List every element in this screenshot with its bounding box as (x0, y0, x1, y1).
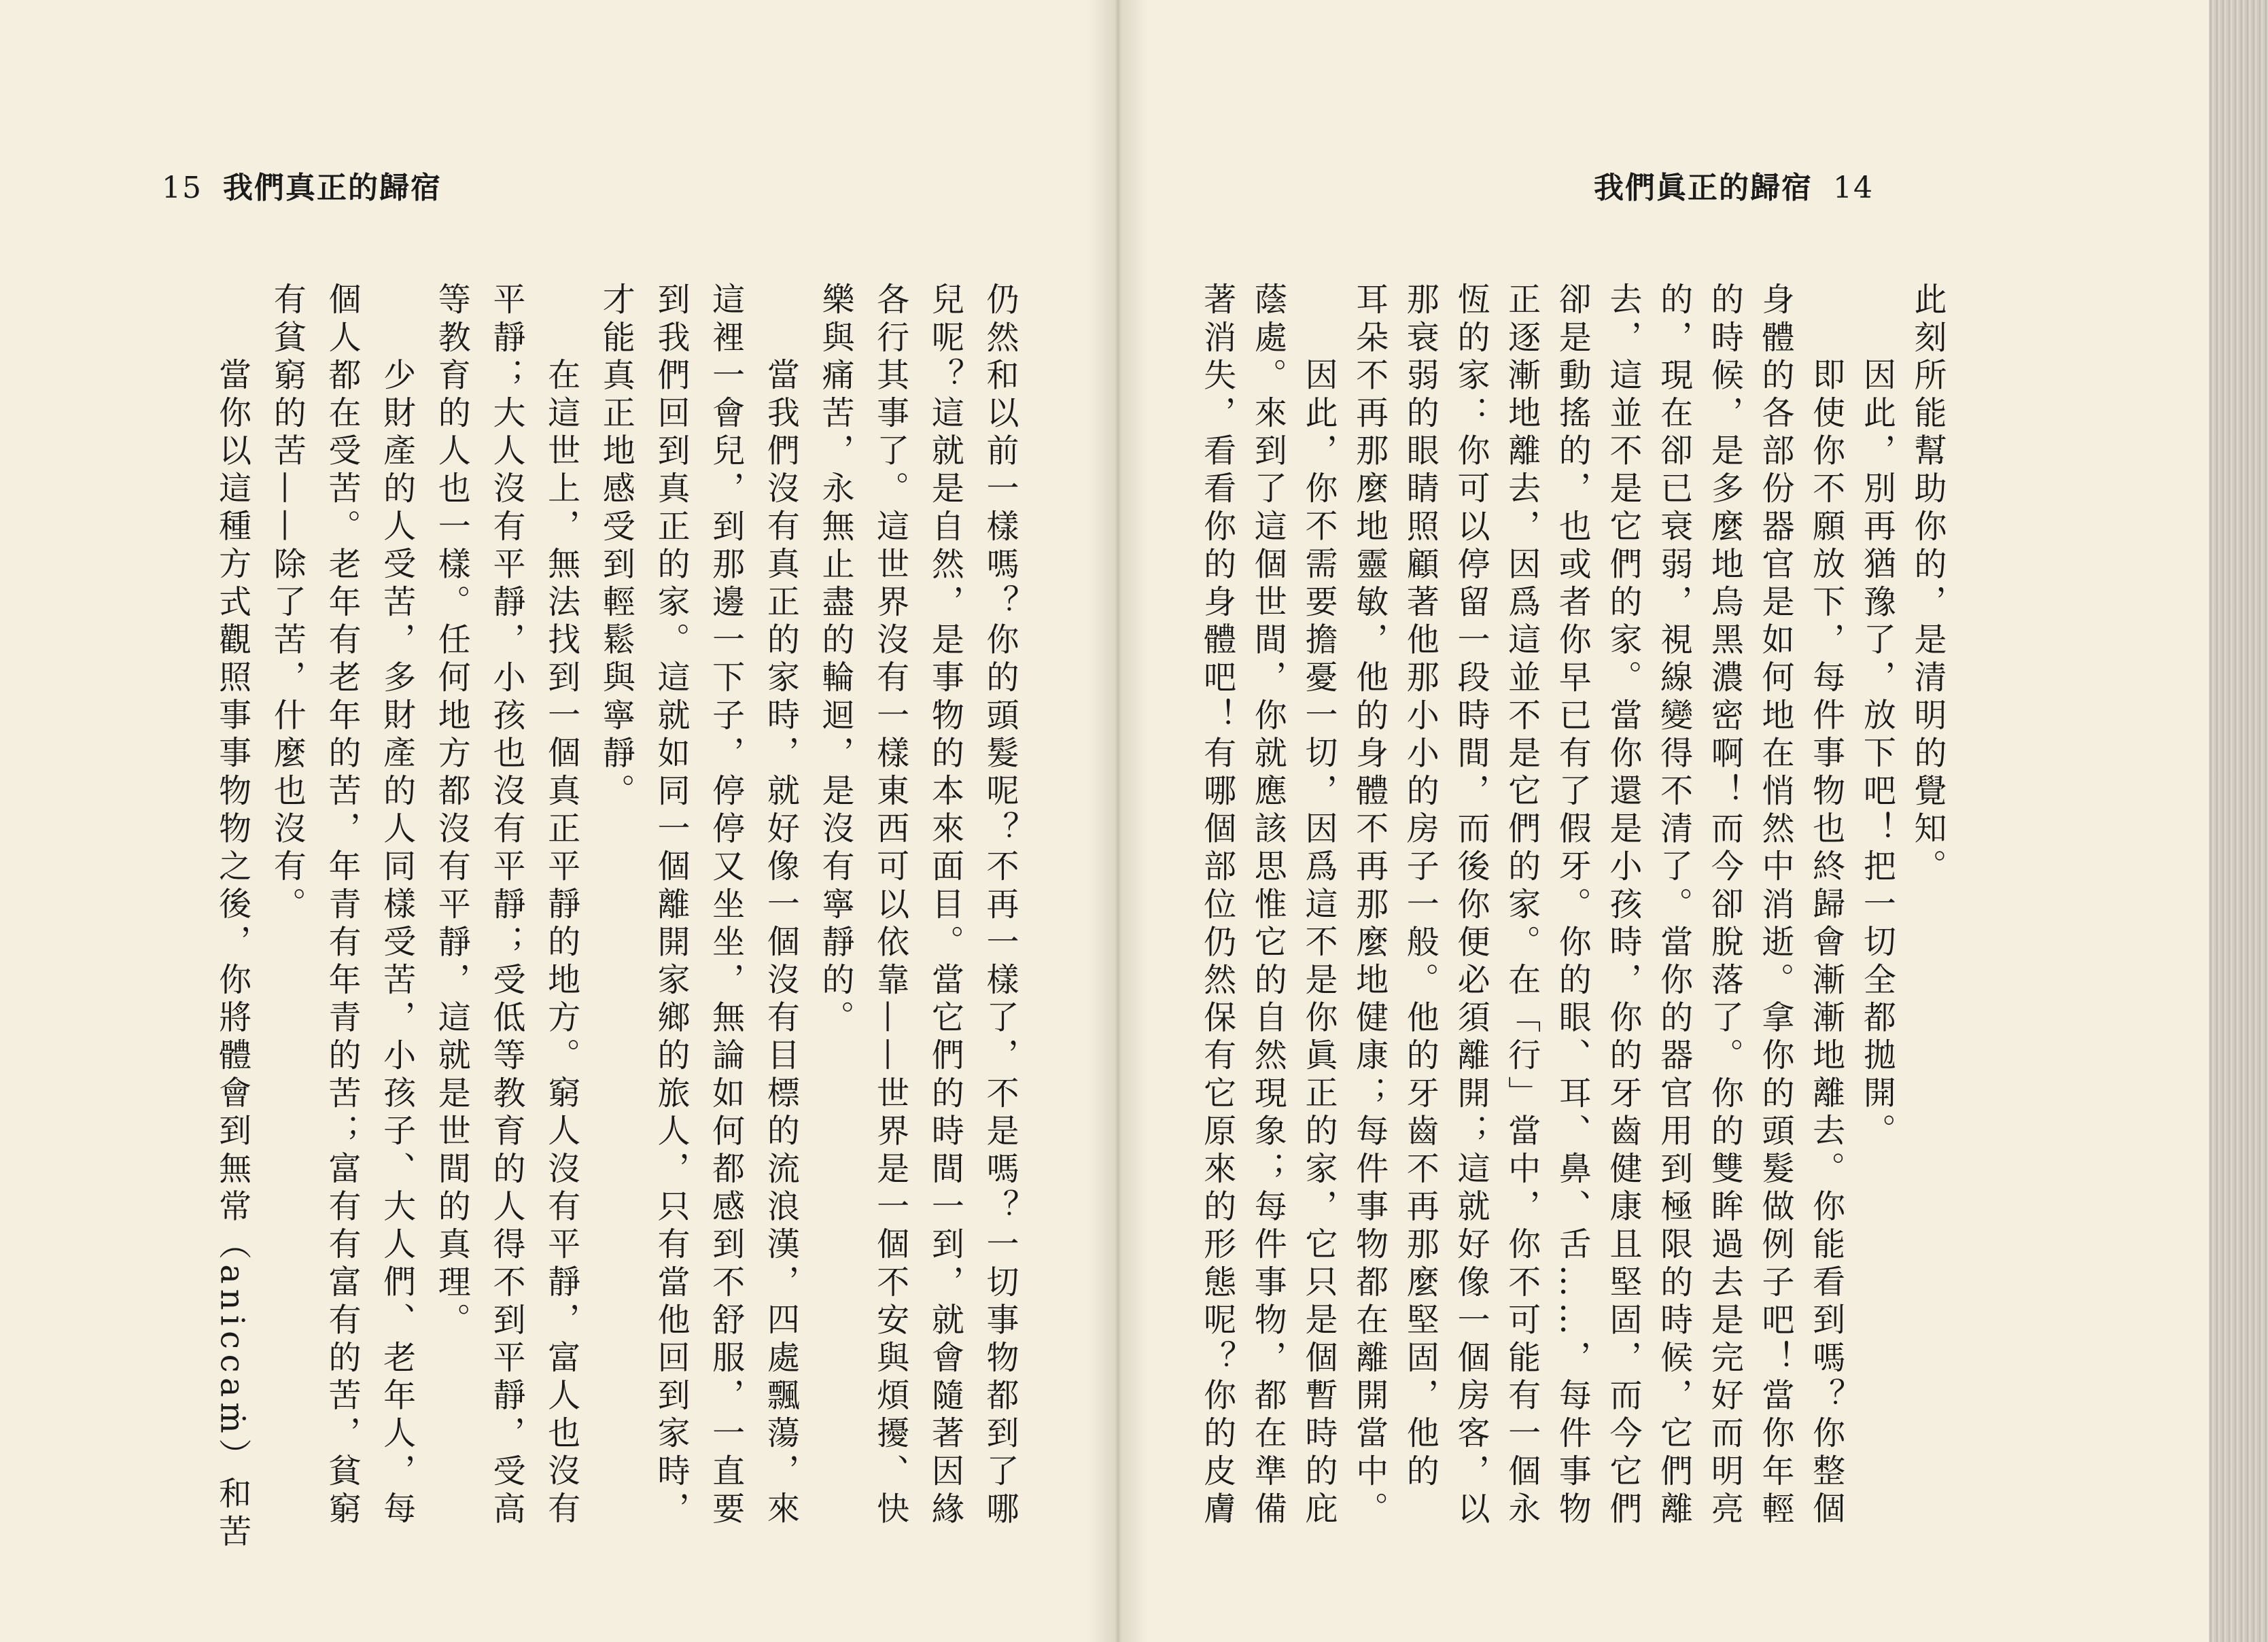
text-column: 到我們回到真正的家。這就如同一個離開家鄉的旅人，只有當他回到家時， (651, 282, 690, 1529)
text-column: 恆的家：你可以停留一段時間，而後你便必須離開；這就好像一個房客，以 (1451, 282, 1490, 1529)
text-column: 的，現在卻已衰弱，視線變得不清了。當你的器官用到極限的時候，它們離 (1654, 282, 1693, 1529)
right-page-number: 14 (1833, 171, 1874, 205)
text-column: 平靜；大人沒有平靜，小孩也沒有平靜；受低等教育的人得不到平靜，受高 (487, 282, 525, 1529)
text-column: 的時候，是多麼地烏黑濃密啊！而今卻脫落了。你的雙眸過去是完好而明亮 (1705, 282, 1744, 1529)
text-column: 因此，你不需要擔憂一切，因爲這不是你眞正的家，它只是個暫時的庇 (1299, 357, 1338, 1529)
text-column: 耳朵不再那麼地靈敏，他的身體不再那麼地健康；每件事物都在離開當中。 (1350, 282, 1389, 1529)
page-edges (2209, 0, 2268, 1642)
text-column: 身體的各部份器官是如何地在悄然中消逝。拿你的頭髮做例子吧！當你年輕 (1756, 282, 1794, 1529)
text-column: 這裡一會兒，到那邊一下子，停停又坐坐，無論如何都感到不舒服，一直要 (706, 282, 745, 1529)
text-column: 才能真正地感受到輕鬆與寧靜。 (597, 282, 635, 811)
text-column: 少財產的人受苦，多財產的人同樣受苦，小孩子、大人們、老年人，每 (377, 357, 416, 1529)
text-column: 各行其事了。這世界沒有一樣東西可以依靠——世界是一個不安與煩擾、快 (871, 282, 909, 1529)
left-running-head (162, 163, 442, 207)
text-column: 仍然和以前一樣嗎？你的頭髮呢？不再一樣了，不是嗎？一切事物都到了哪 (981, 282, 1019, 1529)
text-column: 當我們沒有真正的家時，就好像一個沒有目標的流浪漢，四處飄蕩，來 (761, 357, 800, 1529)
book-gutter (1087, 0, 1149, 1642)
left-text-block (207, 282, 1030, 1573)
text-column: 去，這並不是它們的家。當你還是小孩時，你的牙齒健康且堅固，而今它們 (1603, 282, 1642, 1529)
text-column: 在這世上，無法找到一個真正平靜的地方。窮人沒有平靜，富人也沒有 (542, 357, 580, 1529)
right-text-block (1196, 282, 1957, 1573)
text-column: 等教育的人也一樣。任何地方都沒有平靜，這就是世間的真理。 (432, 282, 471, 1340)
text-column: 樂與痛苦，永無止盡的輪迴，是沒有寧靜的。 (816, 282, 854, 1038)
text-column: 此刻所能幫助你的，是清明的覺知。 (1908, 282, 1947, 887)
text-column: 個人都在受苦。老年有老年的苦，年青有年青的苦；富有有富有的苦，貧窮 (322, 282, 361, 1529)
text-column: 正逐漸地離去，因爲這並不是它們的家。在「行」當中，你不可能有一個永 (1502, 282, 1541, 1529)
text-column: 蔭處。來到了這個世間，你就應該思惟它的自然現象；每件事物，都在準備 (1249, 282, 1287, 1529)
text-column: 當你以這種方式觀照事事物物之後，你將體會到無常（aniccaṁ）和苦 (213, 357, 251, 1552)
text-column: 那衰弱的眼睛照顧著他那小小的房子一般。他的牙齒不再那麼堅固，他的 (1401, 282, 1440, 1492)
text-column: 即使你不願放下，每件事物也終歸會漸漸地離去。你能看到嗎？你整個 (1807, 357, 1845, 1529)
left-page (0, 0, 1115, 1642)
left-chapter-title: 我們真正的歸宿 (223, 171, 442, 205)
text-column: 因此，別再猶豫了，放下吧！把一切全都拋開。 (1857, 357, 1896, 1151)
right-chapter-title: 我們眞正的歸宿 (1594, 171, 1813, 205)
left-page-number: 15 (162, 171, 203, 205)
right-running-head (1594, 163, 1874, 207)
text-column: 著消失，看看你的身體吧！有哪個部位仍然保有它原來的形態呢？你的皮膚 (1198, 282, 1236, 1529)
text-column: 兒呢？這就是自然，是事物的本來面目。當它們的時間一到，就會隨著因緣 (926, 282, 964, 1529)
text-column: 卻是動搖的，也或者你早已有了假牙。你的眼、耳、鼻、舌……，每件事物 (1553, 282, 1592, 1529)
text-column: 有貧窮的苦——除了苦，什麼也沒有。 (268, 282, 307, 925)
